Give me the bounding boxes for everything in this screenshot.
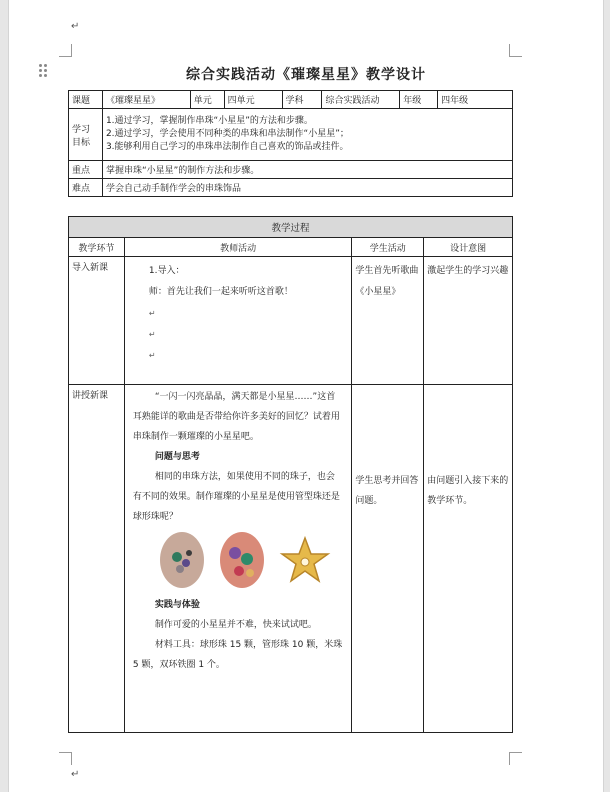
column-header-teacher: 教师活动 — [124, 238, 351, 257]
difficulty-label: 难点 — [69, 179, 103, 197]
objectives-list[interactable] — [102, 109, 512, 161]
crop-mark-top-right — [509, 44, 522, 57]
teacher-paragraph: 材料工具：球形珠 15 颗，管形珠 10 颗，米珠 5 颗，双环铁圈 1 个。 — [132, 640, 343, 670]
section-heading: 问题与思考 — [154, 452, 200, 462]
grade-label: 年级 — [400, 91, 438, 109]
crop-mark-bottom-right — [509, 752, 522, 765]
teaching-process-table — [68, 216, 513, 733]
keypoint-label: 重点 — [69, 161, 103, 179]
subject-value[interactable]: 综合实践活动 — [322, 91, 400, 109]
document-title: 综合实践活动《璀璨星星》教学设计 — [186, 67, 426, 83]
lesson-info-table — [68, 90, 513, 197]
objective-item: 3.能够利用自己学习的串珠串法制作自己喜欢的饰品或挂件。 — [105, 142, 349, 152]
column-header-stage: 教学环节 — [69, 238, 125, 257]
bead-star-images — [133, 527, 343, 595]
bead-stars-on-hand-image — [219, 531, 265, 589]
stage-new-lesson[interactable]: 讲授新课 — [69, 385, 125, 733]
paragraph-mark: ↵ — [71, 21, 80, 32]
topic-value[interactable]: 《璀璨星星》 — [102, 91, 190, 109]
stage-intro[interactable]: 导入新课 — [69, 257, 125, 385]
subject-label: 学科 — [282, 91, 322, 109]
unit-label: 单元 — [190, 91, 224, 109]
objective-item: 1.通过学习，掌握制作串珠“小星星”的方法和步骤。 — [105, 116, 313, 126]
objective-item: 2.通过学习，学会使用不同种类的串珠和串法制作“小星星”； — [105, 129, 349, 139]
teacher-activity-intro[interactable]: 1.导入： 师：首先让我们一起来听听这首歌！ ↵ ↵ ↵ — [124, 257, 351, 385]
keypoint-text[interactable]: 掌握串珠“小星星”的制作方法和步骤。 — [102, 161, 512, 179]
crop-mark-bottom-left — [59, 752, 72, 765]
unit-value[interactable]: 四单元 — [224, 91, 282, 109]
design-intent-new[interactable]: 由问题引入接下来的教学环节。 — [424, 385, 513, 733]
design-intent-intro[interactable]: 激起学生的学习兴趣 — [424, 257, 513, 385]
grade-value[interactable]: 四年级 — [438, 91, 513, 109]
column-header-student: 学生活动 — [352, 238, 424, 257]
student-activity-intro[interactable]: 学生首先听歌曲《小星星》 — [352, 257, 424, 385]
teacher-paragraph: 制作可爱的小星星并不难，快来试试吧。 — [154, 620, 317, 630]
document-page — [8, 0, 604, 792]
column-header-intent: 设计意图 — [424, 238, 513, 257]
topic-label: 课题 — [69, 91, 103, 109]
paragraph-mark: ↵ — [71, 769, 80, 780]
teacher-paragraph: “一闪一闪亮晶晶，满天都是小星星……”这首耳熟能详的歌曲是否带给你许多美好的回忆？试着用串珠制作一颗璀璨的小星星吧。 — [132, 392, 340, 442]
objectives-label: 学习 目标 — [69, 109, 103, 161]
gold-bead-star-image — [279, 535, 331, 587]
student-activity-new[interactable]: 学生思考并回答问题。 — [352, 385, 424, 733]
teacher-paragraph: 相同的串珠方法，如果使用不同的珠子，也会有不同的效果。制作璀璨的小星星是使用管型珠还是球形珠呢？ — [132, 472, 340, 522]
section-heading: 实践与体验 — [154, 600, 200, 610]
teacher-activity-new[interactable] — [124, 385, 351, 733]
difficulty-text[interactable]: 学会自己动手制作学会的串珠饰品 — [102, 179, 512, 197]
crop-mark-top-left — [59, 44, 72, 57]
bead-keychain-image — [159, 531, 205, 589]
process-header: 教学过程 — [69, 217, 513, 238]
